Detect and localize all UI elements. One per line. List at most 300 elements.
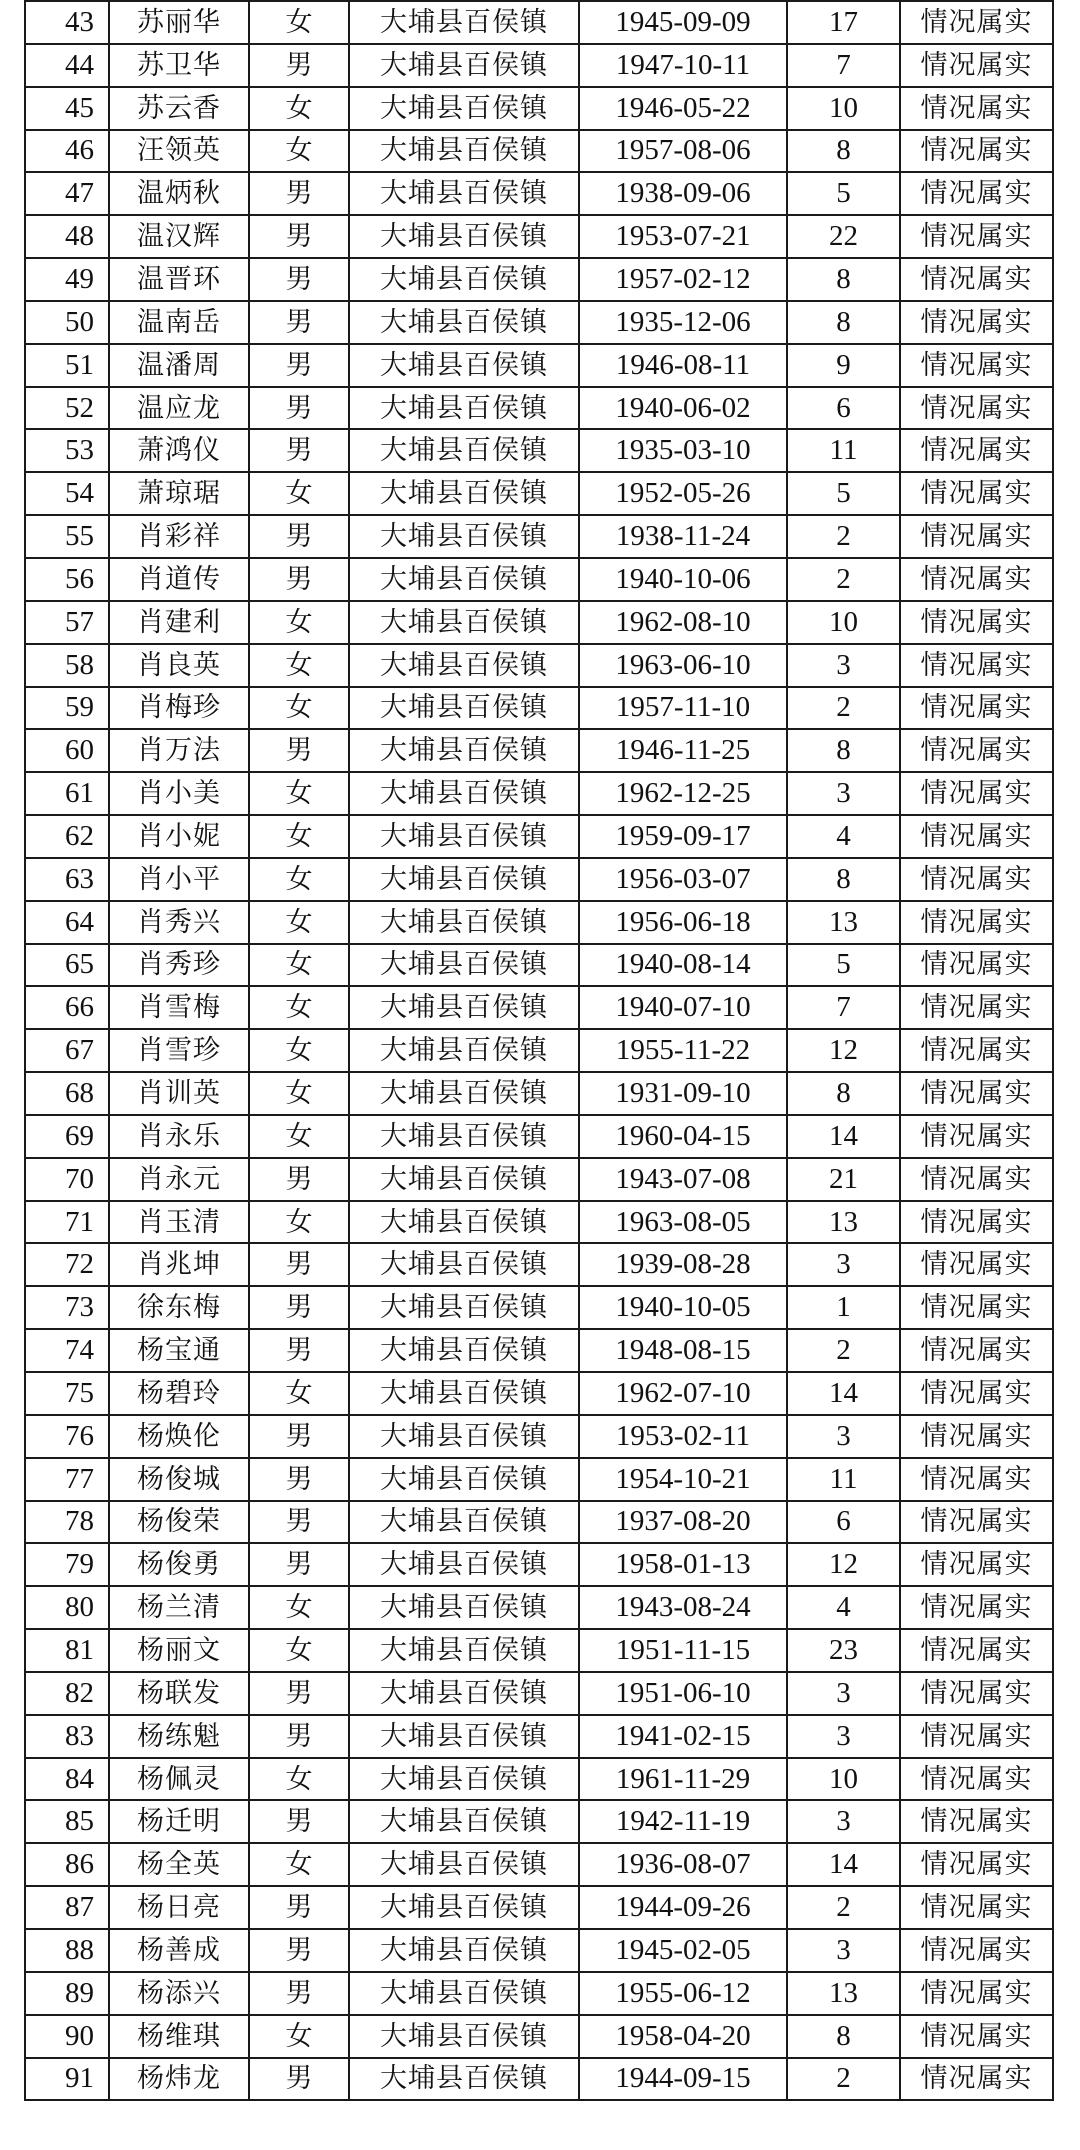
town-cell: 大埔县百侯镇: [349, 1201, 579, 1244]
years-cell: 3: [787, 1929, 900, 1972]
birth-date-cell: 1935-03-10: [579, 429, 787, 472]
table-row: [25, 387, 1053, 430]
birth-date-cell: 1962-07-10: [579, 1372, 787, 1415]
town-cell: 大埔县百侯镇: [349, 87, 579, 130]
row-number-cell: 69: [25, 1115, 109, 1158]
birth-date-cell: 1956-06-18: [579, 901, 787, 944]
years-cell: 7: [787, 44, 900, 87]
years-cell: 2: [787, 558, 900, 601]
name-cell: 徐东梅: [109, 1286, 249, 1329]
name-cell: 肖秀珍: [109, 944, 249, 987]
name-cell: 温汉辉: [109, 215, 249, 258]
row-number-cell: 59: [25, 687, 109, 730]
birth-date-cell: 1961-11-29: [579, 1758, 787, 1801]
birth-date-cell: 1942-11-19: [579, 1800, 787, 1843]
row-number-cell: 58: [25, 644, 109, 687]
gender-cell: 男: [249, 344, 349, 387]
remark-cell: 情况属实: [900, 986, 1053, 1029]
row-number-cell: 73: [25, 1286, 109, 1329]
remark-cell: 情况属实: [900, 472, 1053, 515]
remark-cell: 情况属实: [900, 772, 1053, 815]
gender-cell: 女: [249, 1115, 349, 1158]
years-cell: 14: [787, 1115, 900, 1158]
gender-cell: 女: [249, 986, 349, 1029]
birth-date-cell: 1957-11-10: [579, 687, 787, 730]
row-number-cell: 71: [25, 1201, 109, 1244]
row-number-cell: 56: [25, 558, 109, 601]
table-row: [25, 258, 1053, 301]
remark-cell: 情况属实: [900, 729, 1053, 772]
birth-date-cell: 1957-02-12: [579, 258, 787, 301]
remark-cell: 情况属实: [900, 172, 1053, 215]
row-number-cell: 76: [25, 1415, 109, 1458]
row-number-cell: 85: [25, 1800, 109, 1843]
table-row: [25, 1715, 1053, 1758]
gender-cell: 女: [249, 901, 349, 944]
remark-cell: 情况属实: [900, 87, 1053, 130]
birth-date-cell: 1960-04-15: [579, 1115, 787, 1158]
gender-cell: 女: [249, 772, 349, 815]
town-cell: 大埔县百侯镇: [349, 1, 579, 44]
name-cell: 苏丽华: [109, 1, 249, 44]
town-cell: 大埔县百侯镇: [349, 1929, 579, 1972]
remark-cell: 情况属实: [900, 515, 1053, 558]
years-cell: 4: [787, 1586, 900, 1629]
name-cell: 肖小平: [109, 858, 249, 901]
table-row: [25, 2015, 1053, 2058]
years-cell: 5: [787, 172, 900, 215]
table-row: [25, 1972, 1053, 2015]
table-row: [25, 44, 1053, 87]
years-cell: 3: [787, 1243, 900, 1286]
row-number-cell: 44: [25, 44, 109, 87]
name-cell: 肖良英: [109, 644, 249, 687]
name-cell: 温潘周: [109, 344, 249, 387]
town-cell: 大埔县百侯镇: [349, 172, 579, 215]
birth-date-cell: 1955-06-12: [579, 1972, 787, 2015]
years-cell: 3: [787, 772, 900, 815]
gender-cell: 女: [249, 815, 349, 858]
years-cell: 21: [787, 1158, 900, 1201]
name-cell: 杨俊荣: [109, 1501, 249, 1544]
birth-date-cell: 1951-11-15: [579, 1629, 787, 1672]
row-number-cell: 80: [25, 1586, 109, 1629]
table-row: [25, 1072, 1053, 1115]
remark-cell: 情况属实: [900, 429, 1053, 472]
gender-cell: 男: [249, 1800, 349, 1843]
name-cell: 肖训英: [109, 1072, 249, 1115]
name-cell: 肖建利: [109, 601, 249, 644]
gender-cell: 男: [249, 2058, 349, 2101]
birth-date-cell: 1946-05-22: [579, 87, 787, 130]
remark-cell: 情况属实: [900, 387, 1053, 430]
years-cell: 4: [787, 815, 900, 858]
town-cell: 大埔县百侯镇: [349, 815, 579, 858]
name-cell: 苏卫华: [109, 44, 249, 87]
table-row: [25, 601, 1053, 644]
name-cell: 萧琼琚: [109, 472, 249, 515]
name-cell: 肖玉清: [109, 1201, 249, 1244]
years-cell: 22: [787, 215, 900, 258]
gender-cell: 男: [249, 301, 349, 344]
name-cell: 肖雪珍: [109, 1029, 249, 1072]
remark-cell: 情况属实: [900, 1501, 1053, 1544]
row-number-cell: 50: [25, 301, 109, 344]
town-cell: 大埔县百侯镇: [349, 1843, 579, 1886]
birth-date-cell: 1938-11-24: [579, 515, 787, 558]
row-number-cell: 61: [25, 772, 109, 815]
years-cell: 8: [787, 1072, 900, 1115]
birth-date-cell: 1944-09-15: [579, 2058, 787, 2101]
table-row: [25, 1329, 1053, 1372]
table-row: [25, 1372, 1053, 1415]
birth-date-cell: 1946-08-11: [579, 344, 787, 387]
remark-cell: 情况属实: [900, 301, 1053, 344]
table-row: [25, 815, 1053, 858]
name-cell: 杨添兴: [109, 1972, 249, 2015]
remark-cell: 情况属实: [900, 1715, 1053, 1758]
row-number-cell: 60: [25, 729, 109, 772]
row-number-cell: 47: [25, 172, 109, 215]
years-cell: 11: [787, 1458, 900, 1501]
remark-cell: 情况属实: [900, 1843, 1053, 1886]
name-cell: 肖兆坤: [109, 1243, 249, 1286]
remark-cell: 情况属实: [900, 1543, 1053, 1586]
birth-date-cell: 1958-01-13: [579, 1543, 787, 1586]
name-cell: 肖道传: [109, 558, 249, 601]
birth-date-cell: 1931-09-10: [579, 1072, 787, 1115]
name-cell: 杨丽文: [109, 1629, 249, 1672]
years-cell: 13: [787, 1201, 900, 1244]
row-number-cell: 54: [25, 472, 109, 515]
years-cell: 14: [787, 1843, 900, 1886]
row-number-cell: 88: [25, 1929, 109, 1972]
row-number-cell: 84: [25, 1758, 109, 1801]
table-row: [25, 944, 1053, 987]
row-number-cell: 64: [25, 901, 109, 944]
table-row: [25, 1415, 1053, 1458]
name-cell: 肖小美: [109, 772, 249, 815]
years-cell: 3: [787, 1800, 900, 1843]
town-cell: 大埔县百侯镇: [349, 944, 579, 987]
gender-cell: 男: [249, 1543, 349, 1586]
gender-cell: 女: [249, 1586, 349, 1629]
birth-date-cell: 1962-08-10: [579, 601, 787, 644]
roster-table: [24, 0, 1054, 2101]
row-number-cell: 57: [25, 601, 109, 644]
years-cell: 10: [787, 87, 900, 130]
gender-cell: 女: [249, 1843, 349, 1886]
town-cell: 大埔县百侯镇: [349, 258, 579, 301]
table-row: [25, 1672, 1053, 1715]
remark-cell: 情况属实: [900, 858, 1053, 901]
name-cell: 温晋环: [109, 258, 249, 301]
name-cell: 杨迁明: [109, 1800, 249, 1843]
remark-cell: 情况属实: [900, 44, 1053, 87]
row-number-cell: 72: [25, 1243, 109, 1286]
town-cell: 大埔县百侯镇: [349, 858, 579, 901]
birth-date-cell: 1957-08-06: [579, 130, 787, 173]
birth-date-cell: 1944-09-26: [579, 1886, 787, 1929]
town-cell: 大埔县百侯镇: [349, 1501, 579, 1544]
birth-date-cell: 1939-08-28: [579, 1243, 787, 1286]
gender-cell: 男: [249, 1243, 349, 1286]
town-cell: 大埔县百侯镇: [349, 558, 579, 601]
years-cell: 8: [787, 729, 900, 772]
table-row: [25, 1929, 1053, 1972]
gender-cell: 女: [249, 87, 349, 130]
town-cell: 大埔县百侯镇: [349, 1800, 579, 1843]
name-cell: 肖永乐: [109, 1115, 249, 1158]
name-cell: 杨俊城: [109, 1458, 249, 1501]
row-number-cell: 49: [25, 258, 109, 301]
town-cell: 大埔县百侯镇: [349, 130, 579, 173]
gender-cell: 男: [249, 1886, 349, 1929]
town-cell: 大埔县百侯镇: [349, 2015, 579, 2058]
remark-cell: 情况属实: [900, 687, 1053, 730]
name-cell: 杨碧玲: [109, 1372, 249, 1415]
town-cell: 大埔县百侯镇: [349, 901, 579, 944]
gender-cell: 男: [249, 1329, 349, 1372]
town-cell: 大埔县百侯镇: [349, 1243, 579, 1286]
years-cell: 13: [787, 1972, 900, 2015]
town-cell: 大埔县百侯镇: [349, 1115, 579, 1158]
gender-cell: 女: [249, 1, 349, 44]
birth-date-cell: 1955-11-22: [579, 1029, 787, 1072]
remark-cell: 情况属实: [900, 944, 1053, 987]
gender-cell: 女: [249, 472, 349, 515]
town-cell: 大埔县百侯镇: [349, 1372, 579, 1415]
town-cell: 大埔县百侯镇: [349, 515, 579, 558]
birth-date-cell: 1940-10-06: [579, 558, 787, 601]
table-row: [25, 858, 1053, 901]
birth-date-cell: 1947-10-11: [579, 44, 787, 87]
table-row: [25, 2058, 1053, 2101]
name-cell: 杨俊勇: [109, 1543, 249, 1586]
birth-date-cell: 1936-08-07: [579, 1843, 787, 1886]
remark-cell: 情况属实: [900, 1286, 1053, 1329]
gender-cell: 男: [249, 1715, 349, 1758]
town-cell: 大埔县百侯镇: [349, 729, 579, 772]
town-cell: 大埔县百侯镇: [349, 301, 579, 344]
table-row: [25, 1843, 1053, 1886]
gender-cell: 男: [249, 1458, 349, 1501]
row-number-cell: 81: [25, 1629, 109, 1672]
row-number-cell: 52: [25, 387, 109, 430]
birth-date-cell: 1943-07-08: [579, 1158, 787, 1201]
gender-cell: 男: [249, 515, 349, 558]
row-number-cell: 82: [25, 1672, 109, 1715]
gender-cell: 女: [249, 944, 349, 987]
years-cell: 17: [787, 1, 900, 44]
name-cell: 萧鸿仪: [109, 429, 249, 472]
row-number-cell: 43: [25, 1, 109, 44]
town-cell: 大埔县百侯镇: [349, 1029, 579, 1072]
name-cell: 肖彩祥: [109, 515, 249, 558]
table-row: [25, 644, 1053, 687]
years-cell: 2: [787, 1329, 900, 1372]
remark-cell: 情况属实: [900, 1886, 1053, 1929]
birth-date-cell: 1953-07-21: [579, 215, 787, 258]
town-cell: 大埔县百侯镇: [349, 687, 579, 730]
gender-cell: 女: [249, 687, 349, 730]
row-number-cell: 90: [25, 2015, 109, 2058]
birth-date-cell: 1951-06-10: [579, 1672, 787, 1715]
table-row: [25, 1800, 1053, 1843]
town-cell: 大埔县百侯镇: [349, 1158, 579, 1201]
table-row: [25, 558, 1053, 601]
gender-cell: 男: [249, 1415, 349, 1458]
town-cell: 大埔县百侯镇: [349, 1329, 579, 1372]
row-number-cell: 46: [25, 130, 109, 173]
row-number-cell: 79: [25, 1543, 109, 1586]
name-cell: 温炳秋: [109, 172, 249, 215]
town-cell: 大埔县百侯镇: [349, 1629, 579, 1672]
name-cell: 肖雪梅: [109, 986, 249, 1029]
years-cell: 3: [787, 1672, 900, 1715]
years-cell: 11: [787, 429, 900, 472]
name-cell: 杨善成: [109, 1929, 249, 1972]
town-cell: 大埔县百侯镇: [349, 1072, 579, 1115]
remark-cell: 情况属实: [900, 1, 1053, 44]
gender-cell: 女: [249, 1758, 349, 1801]
table-row: [25, 1243, 1053, 1286]
years-cell: 12: [787, 1543, 900, 1586]
remark-cell: 情况属实: [900, 1158, 1053, 1201]
table-row: [25, 1501, 1053, 1544]
name-cell: 杨炜龙: [109, 2058, 249, 2101]
birth-date-cell: 1940-06-02: [579, 387, 787, 430]
table-row: [25, 901, 1053, 944]
town-cell: 大埔县百侯镇: [349, 215, 579, 258]
gender-cell: 男: [249, 44, 349, 87]
town-cell: 大埔县百侯镇: [349, 986, 579, 1029]
gender-cell: 女: [249, 858, 349, 901]
years-cell: 6: [787, 387, 900, 430]
table-row: [25, 301, 1053, 344]
name-cell: 杨维琪: [109, 2015, 249, 2058]
town-cell: 大埔县百侯镇: [349, 44, 579, 87]
remark-cell: 情况属实: [900, 901, 1053, 944]
years-cell: 3: [787, 1715, 900, 1758]
years-cell: 3: [787, 644, 900, 687]
name-cell: 温应龙: [109, 387, 249, 430]
gender-cell: 女: [249, 644, 349, 687]
row-number-cell: 53: [25, 429, 109, 472]
birth-date-cell: 1954-10-21: [579, 1458, 787, 1501]
row-number-cell: 45: [25, 87, 109, 130]
row-number-cell: 62: [25, 815, 109, 858]
birth-date-cell: 1958-04-20: [579, 2015, 787, 2058]
table-row: [25, 87, 1053, 130]
row-number-cell: 70: [25, 1158, 109, 1201]
table-row: [25, 1458, 1053, 1501]
row-number-cell: 83: [25, 1715, 109, 1758]
table-row: [25, 1286, 1053, 1329]
birth-date-cell: 1937-08-20: [579, 1501, 787, 1544]
years-cell: 5: [787, 944, 900, 987]
gender-cell: 女: [249, 1372, 349, 1415]
name-cell: 杨全英: [109, 1843, 249, 1886]
name-cell: 肖小妮: [109, 815, 249, 858]
name-cell: 苏云香: [109, 87, 249, 130]
table-row: [25, 472, 1053, 515]
table-row: [25, 1115, 1053, 1158]
row-number-cell: 65: [25, 944, 109, 987]
gender-cell: 男: [249, 558, 349, 601]
table-row: [25, 1201, 1053, 1244]
remark-cell: 情况属实: [900, 258, 1053, 301]
years-cell: 14: [787, 1372, 900, 1415]
name-cell: 杨焕伦: [109, 1415, 249, 1458]
name-cell: 肖永元: [109, 1158, 249, 1201]
name-cell: 杨兰清: [109, 1586, 249, 1629]
name-cell: 杨联发: [109, 1672, 249, 1715]
table-row: [25, 130, 1053, 173]
town-cell: 大埔县百侯镇: [349, 772, 579, 815]
remark-cell: 情况属实: [900, 1201, 1053, 1244]
gender-cell: 女: [249, 130, 349, 173]
birth-date-cell: 1945-09-09: [579, 1, 787, 44]
birth-date-cell: 1963-06-10: [579, 644, 787, 687]
row-number-cell: 66: [25, 986, 109, 1029]
remark-cell: 情况属实: [900, 1800, 1053, 1843]
years-cell: 7: [787, 986, 900, 1029]
table-row: [25, 1758, 1053, 1801]
remark-cell: 情况属实: [900, 601, 1053, 644]
town-cell: 大埔县百侯镇: [349, 1415, 579, 1458]
birth-date-cell: 1940-07-10: [579, 986, 787, 1029]
row-number-cell: 78: [25, 1501, 109, 1544]
table-row: [25, 729, 1053, 772]
town-cell: 大埔县百侯镇: [349, 644, 579, 687]
gender-cell: 女: [249, 1072, 349, 1115]
remark-cell: 情况属实: [900, 1458, 1053, 1501]
years-cell: 2: [787, 1886, 900, 1929]
town-cell: 大埔县百侯镇: [349, 2058, 579, 2101]
name-cell: 汪领英: [109, 130, 249, 173]
gender-cell: 女: [249, 2015, 349, 2058]
years-cell: 1: [787, 1286, 900, 1329]
table-row: [25, 1629, 1053, 1672]
gender-cell: 男: [249, 387, 349, 430]
birth-date-cell: 1946-11-25: [579, 729, 787, 772]
remark-cell: 情况属实: [900, 1758, 1053, 1801]
years-cell: 8: [787, 2015, 900, 2058]
remark-cell: 情况属实: [900, 644, 1053, 687]
town-cell: 大埔县百侯镇: [349, 387, 579, 430]
roster-table-body: [25, 1, 1053, 2100]
remark-cell: 情况属实: [900, 1972, 1053, 2015]
gender-cell: 男: [249, 172, 349, 215]
remark-cell: 情况属实: [900, 558, 1053, 601]
gender-cell: 男: [249, 1158, 349, 1201]
gender-cell: 男: [249, 1286, 349, 1329]
name-cell: 杨日亮: [109, 1886, 249, 1929]
years-cell: 8: [787, 858, 900, 901]
table-row: [25, 687, 1053, 730]
town-cell: 大埔县百侯镇: [349, 1286, 579, 1329]
birth-date-cell: 1962-12-25: [579, 772, 787, 815]
table-row: [25, 515, 1053, 558]
remark-cell: 情况属实: [900, 2015, 1053, 2058]
years-cell: 2: [787, 2058, 900, 2101]
birth-date-cell: 1940-10-05: [579, 1286, 787, 1329]
gender-cell: 男: [249, 429, 349, 472]
years-cell: 10: [787, 1758, 900, 1801]
remark-cell: 情况属实: [900, 1329, 1053, 1372]
row-number-cell: 86: [25, 1843, 109, 1886]
